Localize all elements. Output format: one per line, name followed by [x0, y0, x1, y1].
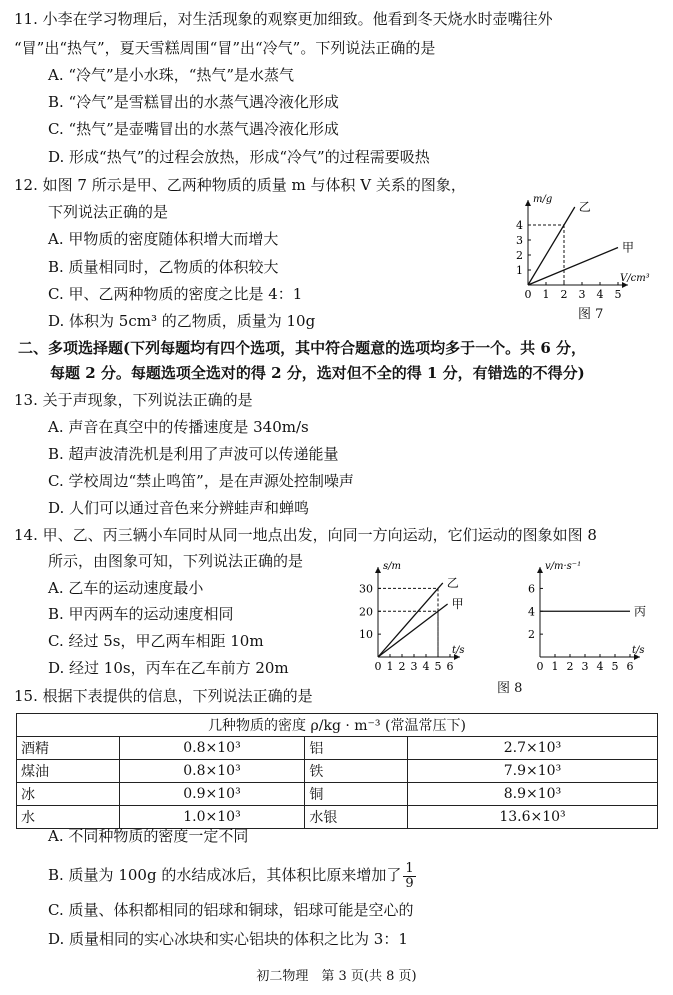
q13-option-c: C. 学校周边“禁止鸣笛”，是在声源处控制噪声 — [48, 472, 354, 490]
density-value-cell: 1.0×10³ — [119, 806, 305, 829]
figure-8-st-chart — [356, 555, 496, 675]
density-table-row — [17, 737, 658, 760]
substance-name-cell: 铜 — [305, 783, 408, 806]
x-tick-label: 5 — [434, 660, 442, 673]
figure-7-caption: 图 7 — [578, 307, 604, 322]
q11-option-d: D. 形成“热气”的过程会放热，形成“冷气”的过程需要吸热 — [48, 148, 430, 166]
density-value-cell: 0.9×10³ — [119, 783, 305, 806]
y-tick-label: 1 — [516, 264, 523, 277]
density-table — [16, 713, 658, 829]
x-tick-label: 3 — [578, 288, 586, 301]
x-tick-label: 2 — [566, 660, 574, 673]
y-axis-arrow — [525, 200, 531, 206]
x-axis-label: V/cm³ — [620, 273, 650, 284]
density-value-cell: 2.7×10³ — [407, 737, 657, 760]
series-line — [528, 207, 575, 285]
x-tick-label: 2 — [560, 288, 568, 301]
density-value-cell: 8.9×10³ — [407, 783, 657, 806]
x-tick-label: 6 — [446, 660, 454, 673]
x-tick-label: 0 — [374, 660, 382, 673]
x-tick-label: 0 — [524, 288, 532, 301]
x-axis-label: t/s — [632, 645, 645, 656]
q13-option-a: A. 声音在真空中的传播速度是 340m/s — [48, 418, 309, 436]
y-tick-label: 4 — [516, 219, 523, 232]
fraction-numerator: 1 — [405, 860, 414, 876]
figure-8-caption: 图 8 — [497, 681, 523, 696]
q11-option-b: B. “冷气”是雪糕冒出的水蒸气遇冷液化形成 — [48, 93, 339, 111]
x-axis-label: t/s — [452, 645, 465, 656]
q15-option-b — [48, 860, 416, 891]
q11-stem-1: 11. 小李在学习物理后，对生活现象的观察更加细致。他看到冬天烧水时壶嘴往外 — [14, 10, 553, 28]
density-value-cell: 0.8×10³ — [119, 737, 305, 760]
q14-option-a: A. 乙车的运动速度最小 — [48, 579, 204, 597]
q12-stem-1: 12. 如图 7 所示是甲、乙两种物质的质量 m 与体积 V 关系的图象， — [14, 176, 466, 194]
series-line — [528, 248, 618, 286]
y-axis-arrow — [537, 567, 543, 573]
q12-option-c: C. 甲、乙两种物质的密度之比是 4：1 — [48, 285, 303, 303]
q12-option-b: B. 质量相同时，乙物质的体积较大 — [48, 258, 279, 276]
series-line — [378, 583, 443, 657]
fraction-one-ninth — [403, 862, 415, 891]
q15-option-d: D. 质量相同的实心冰块和实心铝块的体积之比为 3：1 — [48, 930, 408, 948]
section-2-heading-2: 每题 2 分。每题选项全选对的得 2 分，选对但不全的得 1 分，有错选的不得分) — [50, 364, 585, 382]
x-tick-label: 3 — [581, 660, 589, 673]
q13-stem: 13. 关于声现象，下列说法正确的是 — [14, 391, 253, 409]
x-tick-label: 1 — [386, 660, 394, 673]
series-line — [378, 604, 448, 657]
y-tick-label: 6 — [528, 582, 535, 596]
series-label: 乙 — [578, 200, 591, 214]
series-label: 甲 — [622, 240, 635, 255]
series-label: 乙 — [446, 575, 459, 590]
density-value-cell: 0.8×10³ — [119, 760, 305, 783]
x-tick-label: 5 — [611, 660, 619, 673]
q14-option-b: B. 甲丙两车的运动速度相同 — [48, 605, 234, 623]
series-label: 甲 — [451, 596, 464, 611]
q14-option-d: D. 经过 10s，丙车在乙车前方 20m — [48, 659, 289, 677]
y-tick-label: 2 — [516, 249, 523, 262]
y-tick-label: 30 — [359, 582, 373, 596]
page-footer: 初二物理 第 3 页(共 8 页) — [256, 969, 417, 984]
density-value-cell: 13.6×10³ — [407, 806, 657, 829]
q15-option-a: A. 不同种物质的密度一定不同 — [48, 827, 249, 845]
fraction-denominator: 9 — [405, 875, 414, 891]
x-tick-label: 1 — [542, 288, 550, 301]
density-value-cell: 7.9×10³ — [407, 760, 657, 783]
series-label: 丙 — [634, 604, 647, 619]
x-tick-label: 4 — [422, 660, 430, 673]
q15-option-c: C. 质量、体积都相同的铝球和铜球，铝球可能是空心的 — [48, 901, 414, 919]
y-tick-label: 10 — [359, 628, 373, 642]
q12-option-d: D. 体积为 5cm³ 的乙物质，质量为 10g — [48, 312, 316, 330]
q13-option-b: B. 超声波清洗机是利用了声波可以传递能量 — [48, 445, 339, 463]
q12-option-a: A. 甲物质的密度随体积增大而增大 — [48, 230, 279, 248]
q11-option-a: A. “冷气”是小水珠，“热气”是水蒸气 — [48, 66, 295, 84]
substance-name-cell: 水银 — [305, 806, 408, 829]
q13-option-d: D. 人们可以通过音色来分辨蛙声和蝉鸣 — [48, 499, 310, 517]
q15-stem: 15. 根据下表提供的信息，下列说法正确的是 — [14, 687, 313, 705]
x-tick-label: 2 — [398, 660, 406, 673]
substance-name-cell: 铁 — [305, 760, 408, 783]
x-tick-label: 6 — [626, 660, 634, 673]
figure-8-vt-chart — [514, 555, 664, 675]
q14-option-c: C. 经过 5s，甲乙两车相距 10m — [48, 632, 264, 650]
q12-stem-2: 下列说法正确的是 — [48, 203, 169, 221]
x-tick-label: 4 — [596, 660, 604, 673]
y-axis-arrow — [375, 567, 381, 573]
y-axis-label: v/m·s⁻¹ — [545, 561, 582, 572]
x-tick-label: 1 — [551, 660, 559, 673]
substance-name-cell: 铝 — [305, 737, 408, 760]
q11-option-c: C. “热气”是壶嘴冒出的水蒸气遇冷液化形成 — [48, 120, 339, 138]
q14-stem-2: 所示，由图象可知，下列说法正确的是 — [48, 552, 304, 570]
section-2-heading-1: 二、多项选择题(下列每题均有四个选项，其中符合题意的选项均多于一个。共 6 分， — [18, 339, 586, 357]
substance-name-cell: 酒精 — [17, 737, 120, 760]
density-table-row — [17, 783, 658, 806]
substance-name-cell: 水 — [17, 806, 120, 829]
q11-stem-2: “冒”出“热气”，夏天雪糕周围“冒”出“冷气”。下列说法正确的是 — [14, 39, 436, 57]
q15-option-b-text: B. 质量为 100g 的水结成冰后，其体积比原来增加了 — [48, 866, 402, 884]
y-tick-label: 3 — [516, 234, 523, 247]
y-tick-label: 20 — [359, 605, 373, 619]
substance-name-cell: 冰 — [17, 783, 120, 806]
y-tick-label: 2 — [528, 628, 535, 642]
x-tick-label: 5 — [614, 288, 622, 301]
q14-stem-1: 14. 甲、乙、丙三辆小车同时从同一地点出发，向同一方向运动，它们运动的图象如图 8 — [14, 526, 597, 544]
x-tick-label: 3 — [410, 660, 418, 673]
y-axis-label: s/m — [383, 561, 401, 572]
x-tick-label: 0 — [536, 660, 544, 673]
density-table-row — [17, 760, 658, 783]
substance-name-cell: 煤油 — [17, 760, 120, 783]
y-tick-label: 4 — [528, 605, 535, 619]
density-table-title: 几种物质的密度 ρ/kg · m⁻³ (常温常压下) — [17, 714, 658, 737]
y-axis-label: m/g — [533, 194, 553, 205]
x-tick-label: 4 — [596, 288, 604, 301]
